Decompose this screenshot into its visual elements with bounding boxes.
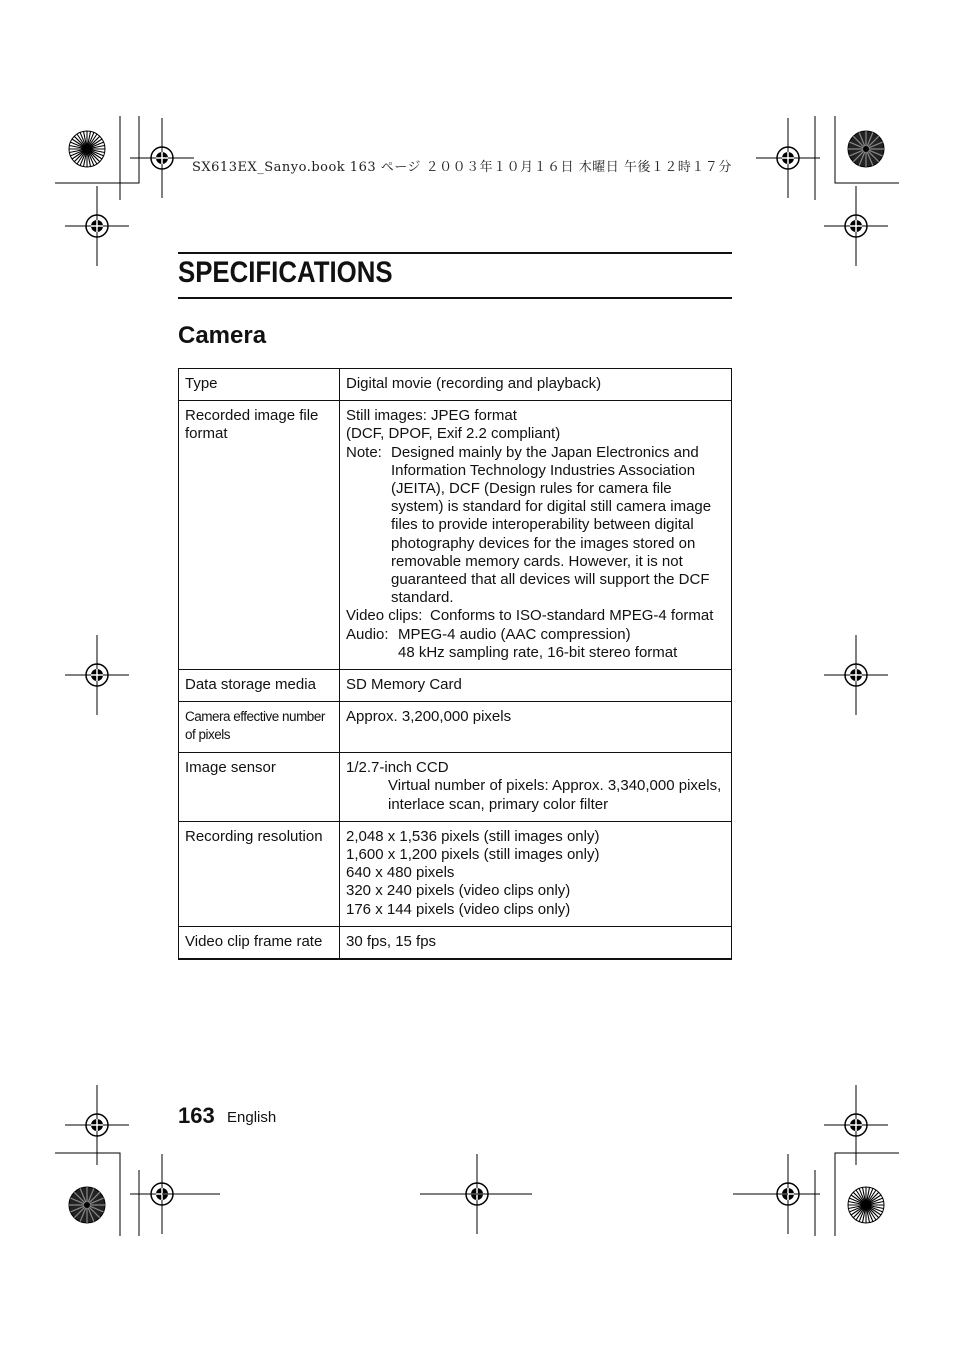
print-header: SX613EX_Sanyo.book 163 ページ ２００３年１０月１６日 木曜日 午後１２時１７分	[192, 160, 732, 175]
sensor-type: 1/2.7-inch CCD	[346, 759, 449, 777]
resolution-item: 320 x 240 pixels (video clips only)	[346, 882, 571, 900]
audio-text: MPEG-4 audio (AAC compression)	[398, 625, 631, 643]
sensor-detail: Virtual number of pixels: Approx. 3,340,000 pixels, interlace scan, primary color filter	[388, 777, 722, 813]
video-label: Video clips:	[346, 607, 423, 625]
spec-value	[340, 821, 732, 926]
resolution-item: 176 x 144 pixels (video clips only)	[346, 900, 571, 918]
spec-value	[340, 753, 732, 822]
spec-value: 30 fps, 15 fps	[340, 926, 732, 959]
still-format: Still images: JPEG format	[346, 407, 517, 425]
spec-value: Digital movie (recording and playback)	[340, 369, 732, 401]
spec-label: Image sensor	[179, 753, 340, 822]
table-row	[179, 670, 732, 702]
table-row	[179, 926, 732, 959]
resolution-item: 2,048 x 1,536 pixels (still images only)	[346, 827, 600, 845]
audio	[346, 626, 725, 644]
resolution-item: 1,600 x 1,200 pixels (still images only)	[346, 846, 600, 864]
spec-label: Video clip frame rate	[179, 926, 340, 959]
spec-label: Camera effective number of pixels	[179, 702, 340, 753]
spec-table	[178, 368, 732, 960]
video-text: Conforms to ISO-standard MPEG-4 format	[430, 607, 714, 625]
section-title: Camera	[178, 322, 267, 349]
spec-label: Type	[179, 369, 340, 401]
audio-label: Audio:	[346, 625, 389, 643]
title-rule-bottom	[178, 297, 732, 299]
table-row	[179, 821, 732, 926]
spec-label: Recorded image file format	[179, 401, 340, 670]
audio-text-2: 48 kHz sampling rate, 16-bit stereo format	[398, 643, 678, 661]
resolution-item: 640 x 480 pixels	[346, 864, 455, 882]
spec-value: Approx. 3,200,000 pixels	[340, 702, 732, 753]
spec-value: SD Memory Card	[340, 670, 732, 702]
table-row	[179, 401, 732, 670]
table-row	[179, 369, 732, 401]
table-row	[179, 702, 732, 753]
table-row	[179, 753, 732, 822]
spec-value	[340, 401, 732, 670]
video-clips	[346, 607, 725, 625]
page-number: 163	[178, 1103, 215, 1128]
spec-label: Recording resolution	[179, 821, 340, 926]
page-title: SPECIFICATIONS	[178, 256, 393, 289]
spec-label: Data storage media	[179, 670, 340, 702]
note-label: Note:	[346, 443, 382, 461]
note-text: Designed mainly by the Japan Electronics and Information Technology Industries Association (JEITA), DCF (Design rules for camera file system) is standard for digital still camera image files to provide interoperability between digital photography devices for the images stored on removable memory cards. However, it is not guaranteed that all devices will support the DCF standard.	[391, 443, 712, 607]
title-rule-top	[178, 252, 732, 254]
page-language: English	[227, 1109, 277, 1126]
note	[346, 444, 725, 608]
still-compliance: (DCF, DPOF, Exif 2.2 compliant)	[346, 425, 561, 443]
